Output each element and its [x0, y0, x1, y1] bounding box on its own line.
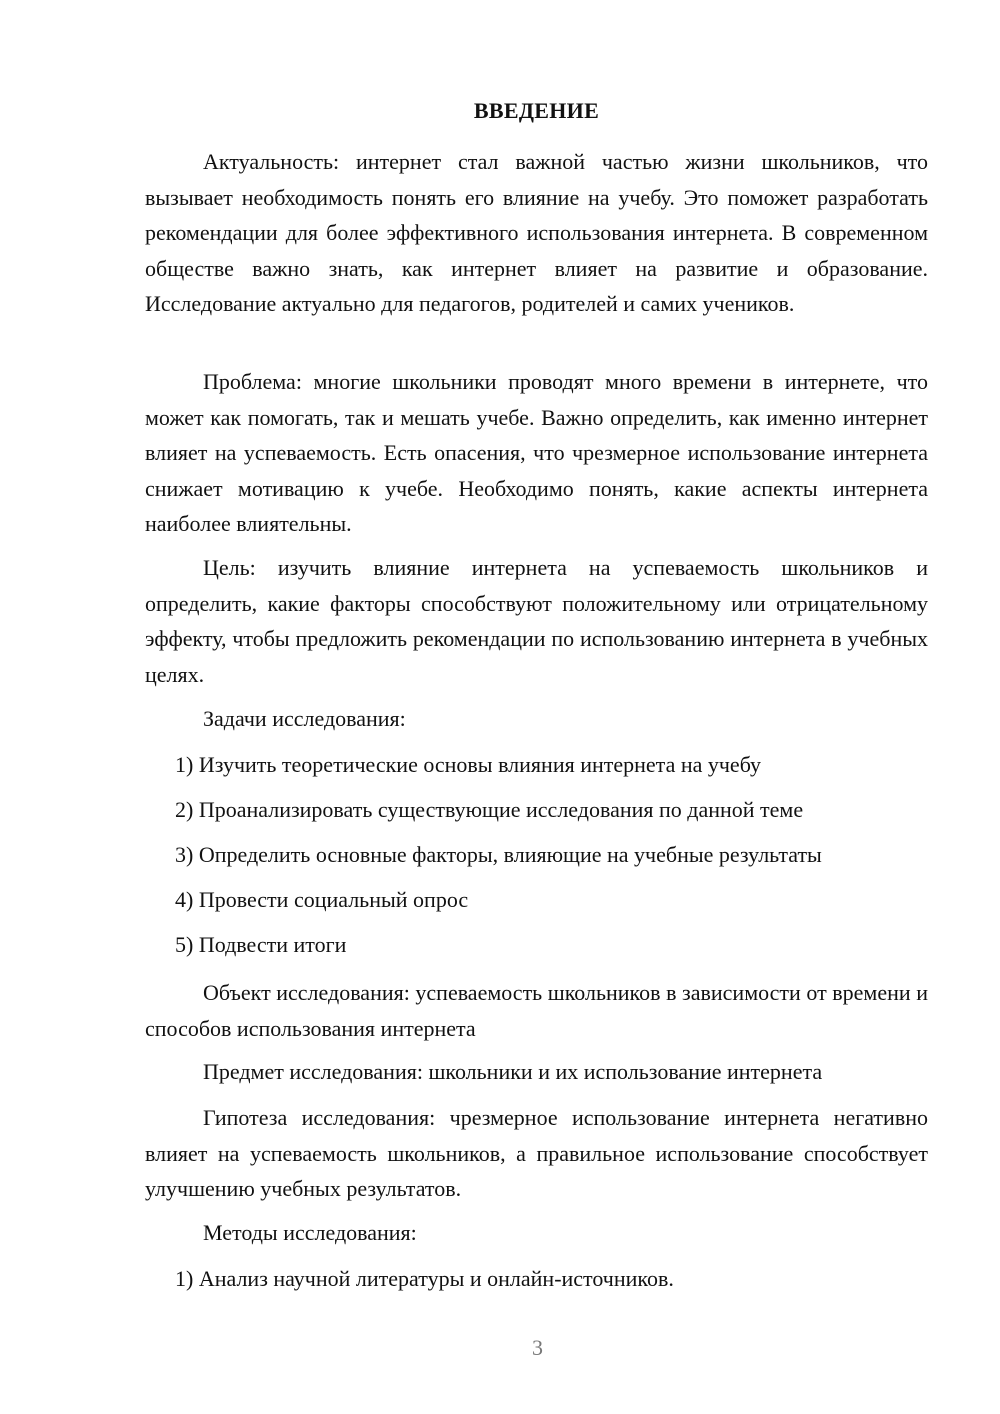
paragraph-hypothesis: Гипотеза исследования: чрезмерное использование интернета негативно влияет на успеваемость школьников, а правильное использование способствует улучшению учебных результатов.	[145, 1105, 928, 1201]
task-item-4: 4) Провести социальный опрос	[175, 887, 469, 912]
task-item-3: 3) Определить основные факторы, влияющие на учебные результаты	[175, 842, 822, 867]
methods-heading: Методы исследования:	[203, 1220, 417, 1245]
paragraph-goal: Цель: изучить влияние интернета на успеваемость школьников и определить, какие факторы способствуют положительному или отрицательному эффекту, чтобы предложить рекомендации по использованию интернета в учебных целях.	[145, 555, 928, 687]
paragraph-relevance: Актуальность: интернет стал важной частью жизни школьников, что вызывает необходимость понять его влияние на учебу. Это поможет разработать рекомендации для более эффективного использования интернета. В современном обществе важно знать, как интернет влияет на развитие и образование. Исследование актуально для педагогов, родителей и самих учеников.	[145, 149, 928, 316]
page-number: 3	[532, 1335, 543, 1360]
method-item-1: 1) Анализ научной литературы и онлайн-источников.	[175, 1266, 674, 1291]
paragraph-object: Объект исследования: успеваемость школьников в зависимости от времени и способов использования интернета	[145, 980, 928, 1041]
paragraph-subject: Предмет исследования: школьники и их использование интернета	[203, 1059, 823, 1084]
tasks-heading: Задачи исследования:	[203, 706, 406, 731]
task-item-5: 5) Подвести итоги	[175, 932, 347, 957]
page-title: ВВЕДЕНИЕ	[473, 98, 600, 123]
task-item-2: 2) Проанализировать существующие исследования по данной теме	[175, 797, 804, 822]
task-item-1: 1) Изучить теоретические основы влияния интернета на учебу	[175, 752, 762, 777]
paragraph-problem: Проблема: многие школьники проводят много времени в интернете, что может как помогать, так и мешать учебе. Важно определить, как именно интернет влияет на успеваемость. Есть опасения, что чрезмерное использование интернета снижает мотивацию к учебе. Необходимо понять, какие аспекты интернета наиболее влиятельны.	[145, 369, 928, 536]
